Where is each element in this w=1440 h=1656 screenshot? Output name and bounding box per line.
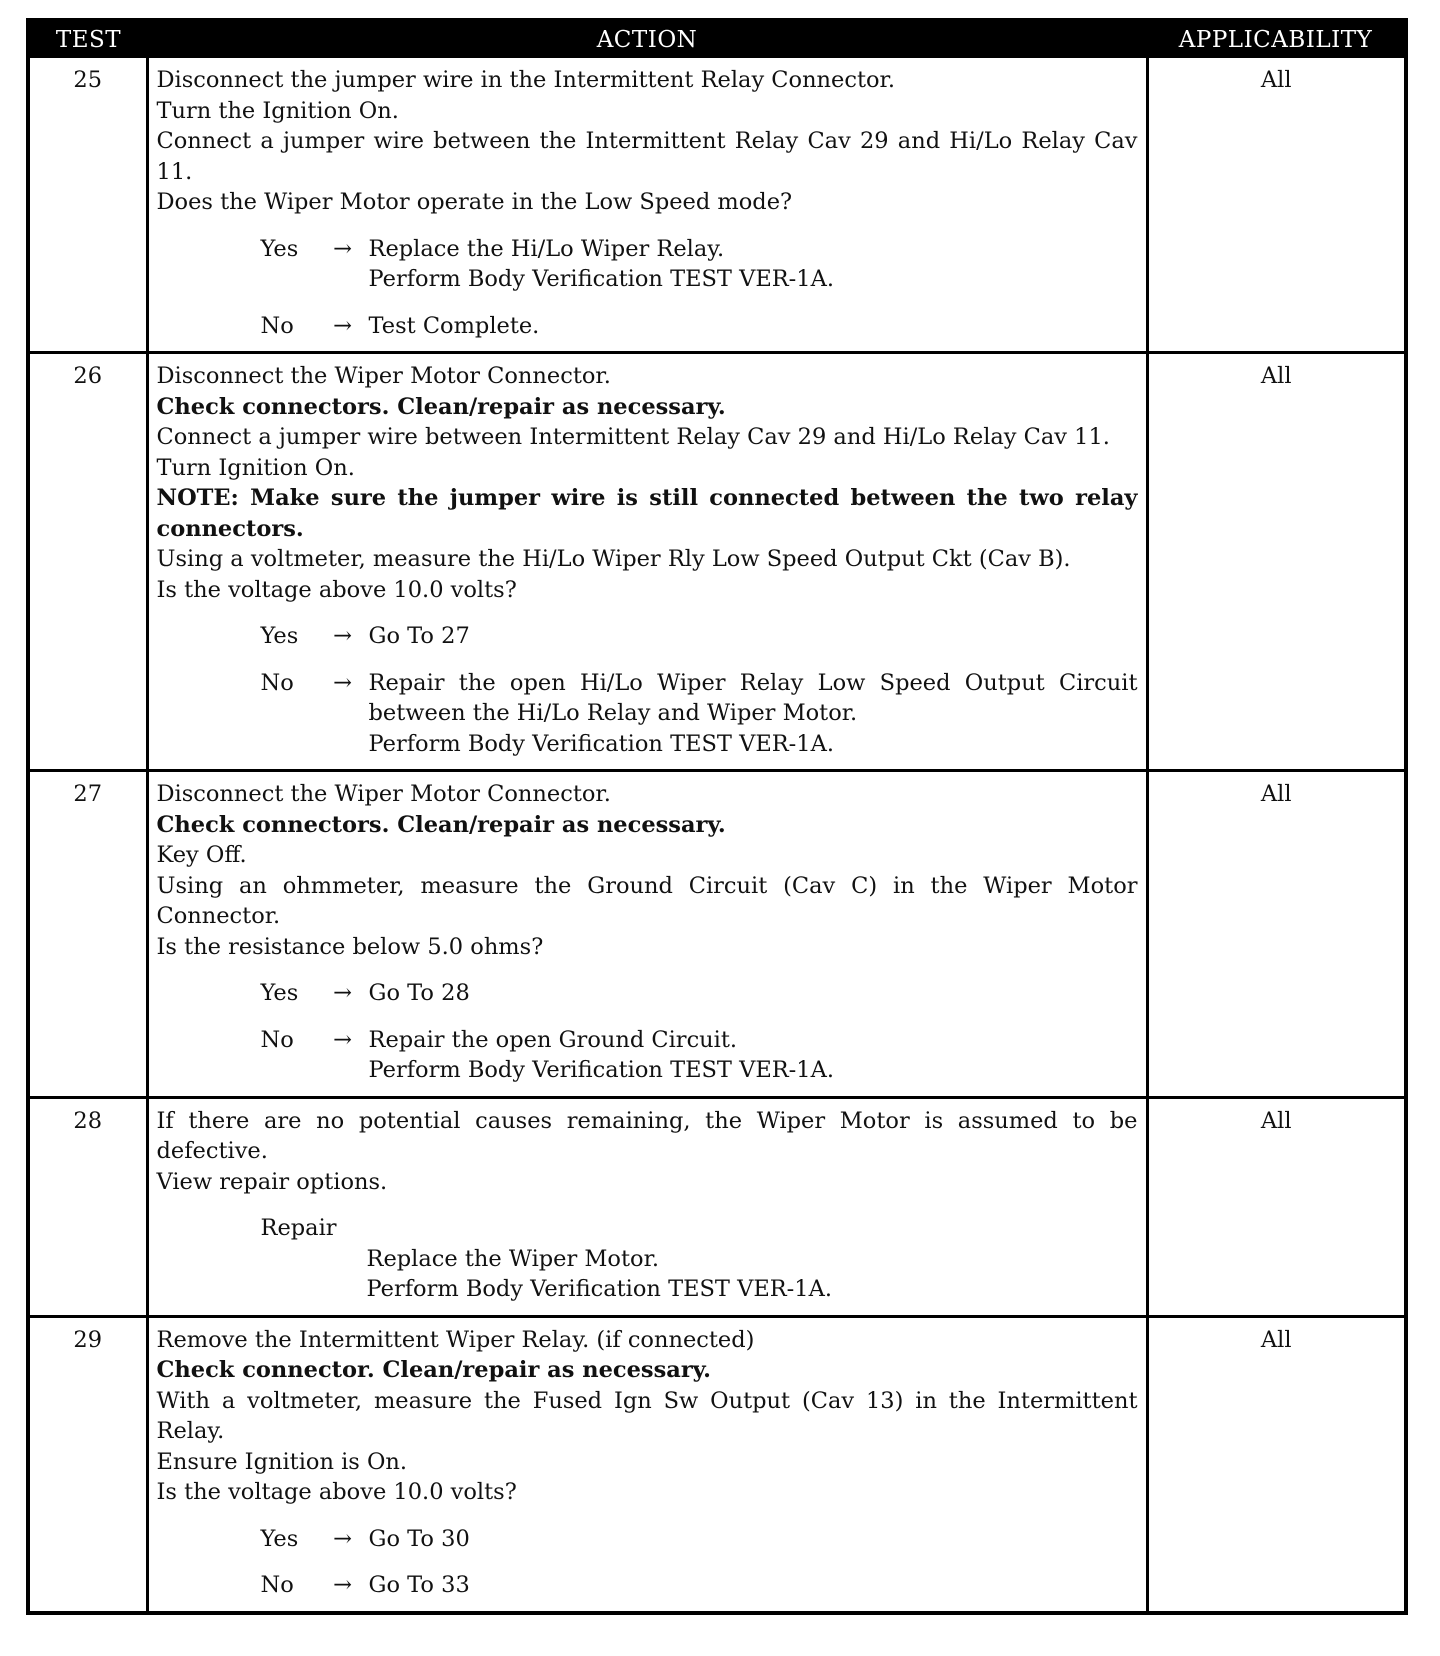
result-label: No [260,1026,294,1053]
arrow-icon: → [333,1026,352,1053]
action-step: If there are no potential causes remaining, the Wiper Motor is assumed to be defective. [156,1107,1138,1164]
repair-steps [367,1244,1138,1305]
action-question: Does the Wiper Motor operate in the Low Speed mode? [156,189,793,215]
action-step: With a voltmeter, measure the Fused Ign Sw Output (Cav 13) in the Intermittent Relay. [156,1387,1138,1444]
header-action: ACTION [147,20,1147,58]
repair-options [261,1213,1138,1305]
action-step: Connect a jumper wire between the Intermittent Relay Cav 29 and Hi/Lo Relay Cav 11. [156,128,1138,185]
result-text [369,1570,1138,1601]
result-line: Repair the open Hi/Lo Wiper Relay Low Speed Output Circuit between the Hi/Lo Relay and Wiper Motor. [368,669,1138,726]
arrow-icon: → [333,1572,352,1598]
test-number: 28 [28,1097,147,1316]
result-label: No [260,669,294,696]
test-row-28 [28,1097,1406,1316]
result-text [369,621,1138,652]
action-cell [147,353,1147,771]
result-no [261,1025,1138,1086]
action-step: Connect a jumper wire between Intermittent Relay Cav 29 and Hi/Lo Relay Cav 11. [156,424,1110,450]
arrow-icon: → [333,312,352,339]
arrow-icon: → [333,980,352,1006]
result-text [369,978,1138,1009]
test-number: 25 [28,58,147,353]
result-line: Go To 28 [368,980,470,1006]
repair-label: Repair [260,1215,337,1241]
action-note: NOTE: Make sure the jumper wire is still connected between the two relay connectors. [156,485,1138,542]
repair-line: Perform Body Verification TEST VER-1A. [366,1276,833,1302]
result-label: Yes [260,1525,299,1552]
result-line: Perform Body Verification TEST VER-1A. [368,266,835,292]
result-label: Yes [260,623,299,649]
action-step: Check connector. Clean/repair as necessary. [156,1357,712,1383]
arrow-icon: → [333,623,352,649]
result-text [369,668,1138,760]
result-label: Yes [260,980,299,1006]
result-yes [261,234,1138,295]
arrow-icon: → [333,1525,352,1552]
test-row-29 [28,1316,1406,1613]
table-header-row [28,20,1406,58]
action-cell [147,58,1147,353]
applicability-cell: All [1147,1316,1406,1613]
result-line: Go To 27 [368,623,470,649]
test-row-26 [28,353,1406,771]
action-step: Turn Ignition On. [156,454,355,481]
action-question: Is the resistance below 5.0 ohms? [156,933,544,960]
action-step: Check connectors. Clean/repair as necessary. [156,393,726,420]
test-row-27 [28,771,1406,1098]
header-applicability: APPLICABILITY [1147,20,1406,58]
result-line: Replace the Hi/Lo Wiper Relay. [368,235,725,262]
result-line: Perform Body Verification TEST VER-1A. [368,730,835,757]
test-number: 29 [28,1316,147,1613]
applicability-cell: All [1147,771,1406,1098]
applicability-cell: All [1147,58,1406,353]
action-step: Remove the Intermittent Wiper Relay. (if connected) [156,1326,755,1353]
result-label: No [260,1572,294,1598]
action-step: Using an ohmmeter, measure the Ground Circuit (Cav C) in the Wiper Motor Connector. [156,872,1138,929]
header-test: TEST [28,20,147,58]
action-step: Ensure Ignition is On. [156,1448,408,1475]
action-step: View repair options. [156,1168,388,1195]
result-no [261,668,1138,760]
action-step: Using a voltmeter, measure the Hi/Lo Wiper Rly Low Speed Output Ckt (Cav B). [156,546,1071,572]
action-cell [147,1316,1147,1613]
result-text [369,311,1138,342]
test-number: 27 [28,771,147,1098]
result-line: Test Complete. [368,312,540,339]
result-text [369,1524,1138,1555]
applicability-cell: All [1147,1097,1406,1316]
result-no [261,311,1138,342]
action-cell [147,771,1147,1098]
result-no [261,1570,1138,1601]
action-cell [147,1097,1147,1316]
action-step: Key Off. [156,842,247,868]
result-text [369,1025,1138,1086]
result-label: Yes [260,235,299,262]
action-step: Check connectors. Clean/repair as necessary. [156,811,726,838]
result-line: Go To 33 [368,1572,470,1598]
applicability-cell: All [1147,353,1406,771]
result-line: Perform Body Verification TEST VER-1A. [368,1057,835,1083]
result-yes [261,1524,1138,1555]
action-question: Is the voltage above 10.0 volts? [156,576,517,603]
action-step: Disconnect the Wiper Motor Connector. [156,363,611,389]
arrow-icon: → [333,669,352,696]
action-question: Is the voltage above 10.0 volts? [156,1479,517,1505]
result-yes [261,978,1138,1009]
result-line: Repair the open Ground Circuit. [368,1026,738,1053]
result-line: Go To 30 [368,1525,470,1552]
arrow-icon: → [333,235,352,262]
action-step: Disconnect the jumper wire in the Intermittent Relay Connector. [156,67,895,93]
action-step: Disconnect the Wiper Motor Connector. [156,781,611,807]
test-number: 26 [28,353,147,771]
diagnostic-test-table [26,18,1408,1615]
action-step: Turn the Ignition On. [156,97,399,124]
result-text [369,234,1138,295]
test-row-25 [28,58,1406,353]
repair-line: Replace the Wiper Motor. [366,1245,659,1272]
result-label: No [260,312,294,339]
result-yes [261,621,1138,652]
